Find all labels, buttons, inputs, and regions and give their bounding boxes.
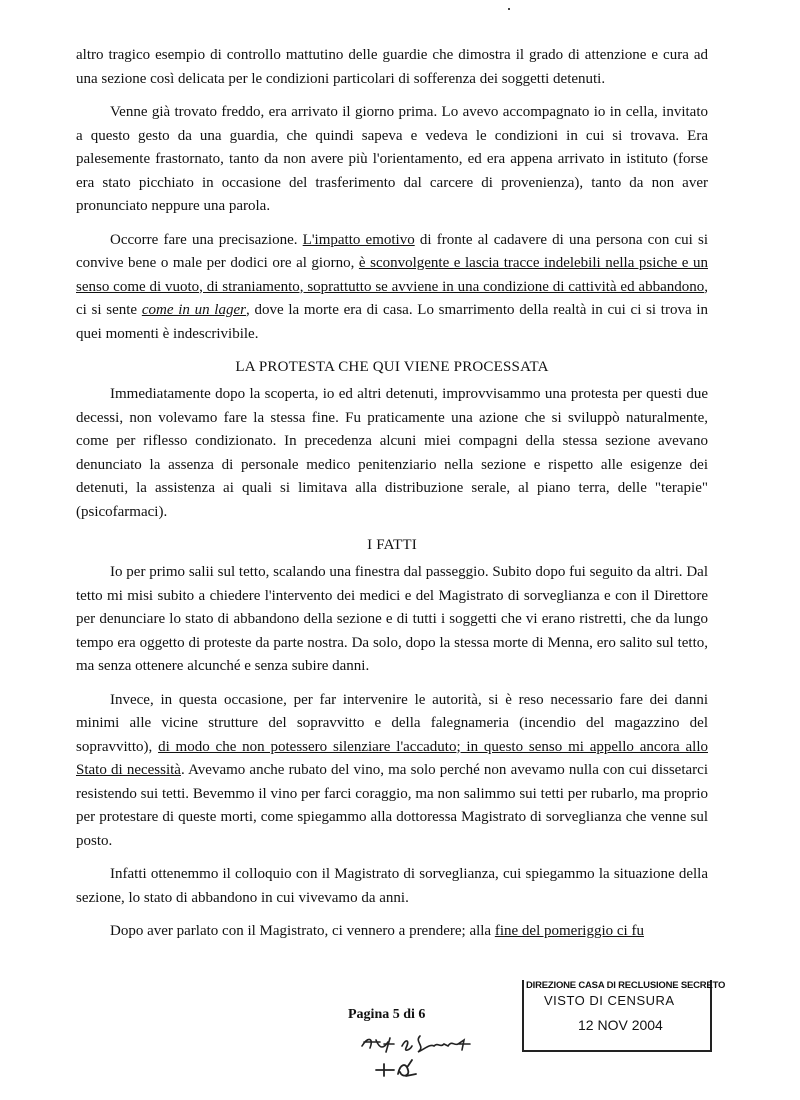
p3-text-e: , ci si sente [76,278,708,318]
paragraph-4: Immediatamente dopo la scoperta, io ed altri detenuti, improvvisammo una protesta per questi due decessi, non volevamo fare la stessa fine. Fu praticamente una azione che si sviluppò naturalmente, come per riflesso condizionato. In precedenza alcuni miei compagni della stessa sezione avevano denunciato la assenza di personale medico penitenziario nella sezione e rispetto alle esigenze dei detenuti, la assistenza ai quali si limitava alla distribuzione serale, al piano terra, delle "terapie" (psicofarmaci). [76,386,708,520]
p6-text-a: Invece, in questa occasione, per far intervenire le autorità, si è reso necessario fare dei danni minimi alle vicine strutture del sopravvitto e della falegnameria (incendio del magazzino del sopravvitto), [76,691,708,755]
speck [508,8,510,10]
paragraph-3 [76,229,708,347]
p3-underline-f [142,302,246,318]
paragraph-2: Venne già trovato freddo, era arrivato il giorno prima. Lo avevo accompagnato io in cella, invitato a questo gesto da una guardia, che quindi sapeva e vedeva le condizioni in cui si trovava. Era palesemente frastornato, tanto da non avere più l'orientamento, ed era appena arrivato in istituto (forse era stato picchiato in occasione del trasferimento dal carcere di provenienza), tanto da non aver pronunciato neppure una parola. [76,104,708,214]
p3-text-g: , dove la morte era di casa. Lo smarrimento della realtà in cui ci si trova in quei momenti è indescrivibile. [76,302,709,342]
p8-underline-b: fine del pomeriggio ci fu [494,923,644,939]
paragraph-5: Io per primo salii sul tetto, scalando una finestra dal passeggio. Subito dopo fui seguito da altri. Dal tetto mi misi subito a chiedere l'intervento dei medici e del Magistrato di sorveglianza e con il Direttore per denunciare lo stato di abbandono della sezione e di tutti i soggetti che vi erano ristretti, che da lungo tempo era oggetto di proteste da parte nostra. Da solo, dopo la stessa morte di Menna, ero salito sul tetto, ma senza ottenere alcunché e senza subire danni. [76,564,708,674]
paragraph-6 [76,689,708,854]
paragraph-7: Infatti ottenemmo il colloquio con il Magistrato di sorveglianza, cui spiegammo la situazione della sezione, lo stato di abbandono in cui vivevamo da anni. [76,866,708,906]
stamp-header: DIREZIONE CASA DI RECLUSIONE SECRETO [526,980,726,991]
page-number: Pagina 5 di 6 [348,1007,426,1022]
section-heading-protesta: LA PROTESTA CHE QUI VIENE PROCESSATA [235,359,549,375]
p3-underline-b: L'impatto emotivo [302,231,415,248]
handwritten-signature [350,1024,500,1084]
p3-text-c: di fronte al cadavere di una persona con cui si convive bene o male per dodici ore al giorno, [76,231,708,271]
section-heading-fatti: I FATTI [367,537,417,553]
p6-underline-b: di modo che non potessero silenziare l'accaduto; in questo senso mi appello ancora allo Stato di necessità [76,738,708,778]
p6-text-c: . Avevamo anche rubato del vino, ma solo perché non avevamo nulla con cui dissetarci resistendo sui tetti. Bevemmo il vino per farci coraggio, ma non salimmo sui tetti per rubarlo, ma proprio per protestare di queste morti, come spiegammo alla dottoressa Magistrato di sorveglianza che venne sul posto. [76,762,708,849]
censorship-stamp [522,980,726,1052]
p3-underline-d: è sconvolgente e lascia tracce indelebili nella psiche e un senso come di vuoto, di straniamento, soprattutto se avviene in una condizione di cattività ed abbandono [76,255,708,295]
p8-text-a: Dopo aver parlato con il Magistrato, ci vennero a prendere; alla [110,923,495,939]
paragraph-8 [76,920,708,944]
paragraph-1: altro tragico esempio di controllo mattutino delle guardie che dimostra il grado di attenzione e cura ad una sezione così delicata per le condizioni particolari di sofferenza dei soggetti detenuti. [76,47,708,87]
document-page [76,44,708,954]
p3-text-a: Occorre fare una precisazione. [110,231,303,248]
stamp-visto-label: VISTO DI CENSURA [544,993,675,1008]
p3-italic-f: come in un lager [141,302,246,318]
stamp-date: 12 NOV 2004 [578,1017,663,1033]
